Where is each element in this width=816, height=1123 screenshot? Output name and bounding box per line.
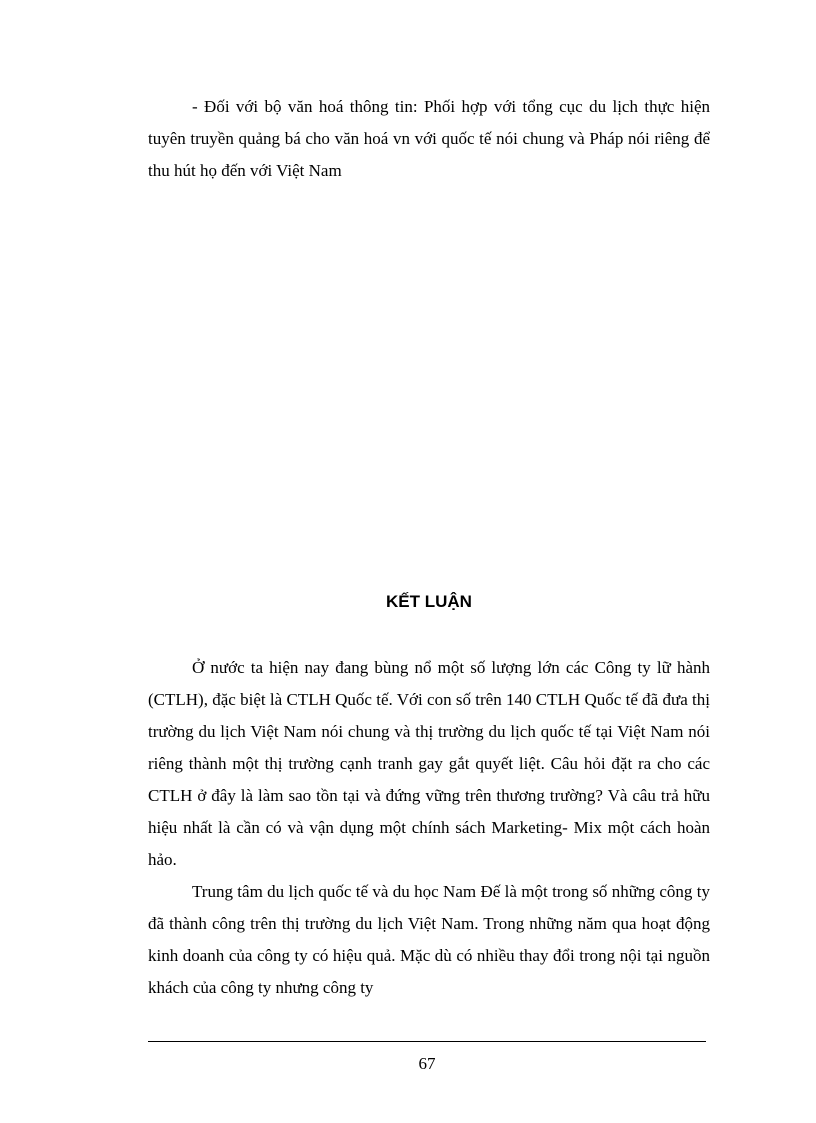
paragraph-conclusion-2: Trung tâm du lịch quốc tế và du học Nam Đế là một trong số những công ty đã thành công trên thị trường du lịch Việt Nam. Trong những năm qua hoạt động kinh doanh của công ty có hiệu quả. Mặc dù có nhiều thay đổi trong nội tại nguồn khách của công ty nhưng công ty xyxy=(148,882,710,997)
paragraph-culture-ministry: - Đối với bộ văn hoá thông tin: Phối hợp với tổng cục du lịch thực hiện tuyên truyền quảng bá cho văn hoá vn với quốc tế nói chung và Pháp nói riêng để thu hút họ đến với Việt Nam xyxy=(148,97,710,180)
page-number: 67 xyxy=(418,1054,436,1073)
section-heading-conclusion: KẾT LUẬN xyxy=(386,592,472,611)
footer-divider xyxy=(148,1041,706,1042)
paragraph-conclusion-1: Ở nước ta hiện nay đang bùng nổ một số lượng lớn các Công ty lữ hành (CTLH), đặc biệt là CTLH Quốc tế. Với con số trên 140 CTLH Quốc tế đã đưa thị trường du lịch Việt Nam nói chung và thị trường du lịch quốc tế tại Việt Nam nói riêng thành một thị trường cạnh tranh gay gắt quyết liệt. Câu hỏi đặt ra cho các CTLH ở đây là làm sao tồn tại và đứng vững trên thương trường? Và câu trả hữu hiệu nhất là cần có và vận dụng một chính sách Marketing- Mix một cách hoàn hảo. xyxy=(148,658,710,869)
